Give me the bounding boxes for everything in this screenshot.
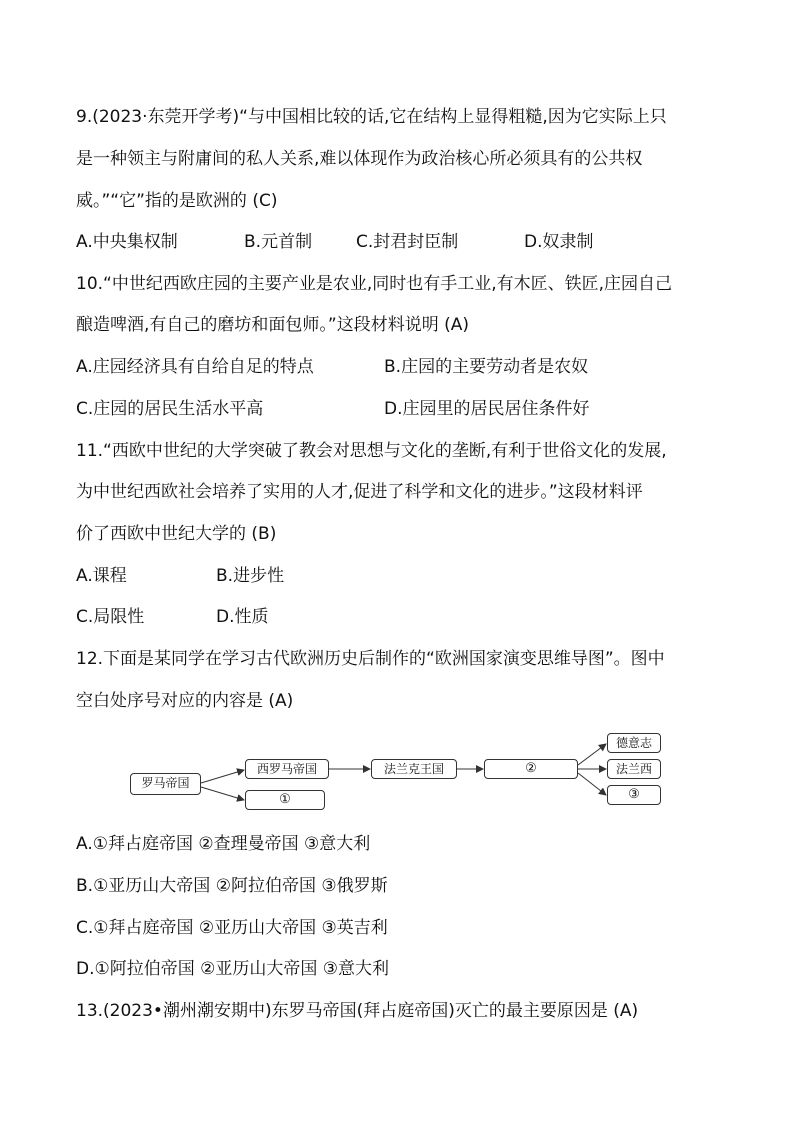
q10-option-d: D.庄园里的居民居住条件好 [384, 399, 590, 419]
arrow-to-blank3 [578, 773, 606, 795]
q13-line-1: 13.(2023•潮州潮安期中)东罗马帝国(拜占庭帝国)灭亡的最主要原因是 (A) [76, 1001, 639, 1021]
node-blank-1: ① [245, 790, 325, 810]
q9-line-2: 是一种领主与附庸间的私人关系,难以体现作为政治核心所必须具有的公共权 [76, 149, 643, 169]
q11-option-c: C.局限性 [76, 607, 145, 627]
q9-option-c: C.封君封臣制 [356, 232, 459, 252]
node-roman-empire: 罗马帝国 [130, 773, 201, 795]
arrow-to-germany [578, 744, 606, 765]
q11-line-2: 为中世纪西欧社会培养了实用的人才,促进了科学和文化的进步。”这段材料评 [76, 482, 643, 502]
node-west-roman-empire: 西罗马帝国 [245, 759, 329, 779]
q11-line-1: 11.“西欧中世纪的大学突破了教会对思想与文化的垄断,有利于世俗文化的发展, [76, 441, 667, 461]
arrow-rome-to-blank1 [201, 787, 244, 800]
q10-line-1: 10.“中世纪西欧庄园的主要产业是农业,同时也有手工业,有木匠、铁匠,庄园自己 [76, 274, 673, 294]
q11-option-a: A.课程 [76, 566, 127, 586]
q12-line-2: 空白处序号对应的内容是 (A) [76, 691, 294, 711]
arrow-rome-to-west [201, 770, 244, 783]
q9-line-3: 威。”“它”指的是欧洲的 (C) [76, 191, 278, 211]
q10-line-2: 酿造啤酒,有自己的磨坊和面包师。”这段材料说明 (A) [76, 315, 470, 335]
q9-line-1: 9.(2023·东莞开学考)“与中国相比较的话,它在结构上显得粗糙,因为它实际上只 [76, 107, 667, 127]
q12-option-a: A.①拜占庭帝国 ②查理曼帝国 ③意大利 [76, 834, 371, 854]
q10-option-b: B.庄园的主要劳动者是农奴 [384, 357, 589, 377]
q9-option-a: A.中央集权制 [76, 232, 178, 252]
q12-option-c: C.①拜占庭帝国 ②亚历山大帝国 ③英吉利 [76, 918, 388, 938]
q9-option-b: B.元首制 [244, 232, 313, 252]
q12-option-d: D.①阿拉伯帝国 ②亚历山大帝国 ③意大利 [76, 959, 390, 979]
node-germany: 德意志 [607, 733, 661, 753]
q9-option-d: D.奴隶制 [524, 232, 594, 252]
q11-option-d: D.性质 [216, 607, 269, 627]
node-blank-2: ② [484, 759, 578, 779]
q11-line-3: 价了西欧中世纪大学的 (B) [76, 524, 277, 544]
q12-line-1: 12.下面是某同学在学习古代欧洲历史后制作的“欧洲国家演变思维导图”。图中 [76, 649, 665, 669]
node-blank-3: ③ [607, 785, 661, 805]
q11-option-b: B.进步性 [216, 566, 285, 586]
node-france: 法兰西 [607, 759, 661, 779]
q10-option-a: A.庄园经济具有自给自足的特点 [76, 357, 314, 377]
node-frankish-kingdom: 法兰克王国 [371, 759, 457, 779]
q10-option-c: C.庄园的居民生活水平高 [76, 399, 264, 419]
q12-option-b: B.①亚历山大帝国 ②阿拉伯帝国 ③俄罗斯 [76, 876, 388, 896]
